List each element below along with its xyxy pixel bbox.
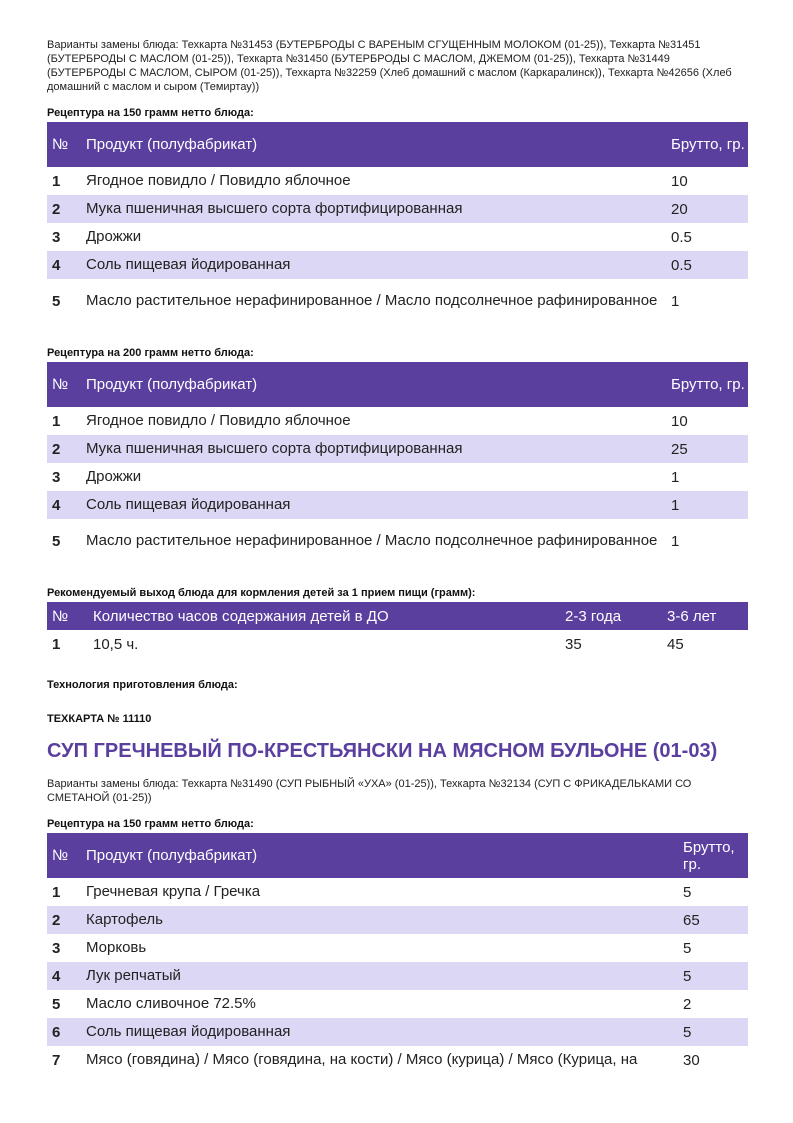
row-number: 7 [52,1051,61,1069]
technology-label: Технология приготовления блюда: [47,679,238,691]
column-header-hours: Количество часов содержания детей в ДО [92,602,564,630]
gross-weight: 5 [682,962,748,990]
gross-weight: 1 [671,532,680,550]
column-header-gross: Брутто, гр. [682,833,748,878]
column-header-age-3-6: 3-6 лет [666,602,748,630]
table-row [47,519,748,563]
row-number: 2 [47,435,85,463]
row-number: 5 [52,292,61,310]
recipe-200-table-1 [47,362,748,563]
recipe-200-label-1: Рецептура на 200 грамм нетто блюда: [47,347,254,359]
age-2-3-value: 35 [565,635,582,653]
product-name: Мука пшеничная высшего сорта фортифицированная [85,195,670,223]
product-name: Ягодное повидло / Повидло яблочное [86,412,351,429]
recommended-output-label: Рекомендуемый выход блюда для кормления детей за 1 прием пищи (грамм): [47,587,476,599]
recipe-150-table-2 [47,833,748,1074]
gross-weight: 0.5 [670,251,748,279]
gross-weight: 5 [683,883,692,901]
column-header-number: № [47,122,85,167]
table-row [47,962,748,990]
row-number: 4 [47,251,85,279]
column-header-number: № [47,362,85,407]
row-number: 3 [52,228,61,246]
product-name: Морковь [86,939,147,956]
table-row [47,167,748,195]
column-header-product: Продукт (полуфабрикат) [85,833,682,878]
table-row [47,990,748,1018]
recipe-150-table-1 [47,122,748,323]
row-number: 4 [47,491,85,519]
age-3-6-value: 45 [667,635,684,653]
table-row [47,407,748,435]
dish-title: СУП ГРЕЧНЕВЫЙ ПО-КРЕСТЬЯНСКИ НА МЯСНОМ БУЛЬОНЕ (01-03) [47,740,718,762]
table-row [47,491,748,519]
product-name: Мясо (говядина) / Мясо (говядина, на кости) / Мясо (курица) / Мясо (Курица, на [86,1051,638,1068]
replacement-variants-1: Варианты замены блюда: Техкарта №31453 (БУТЕРБРОДЫ С ВАРЕНЫМ СГУЩЕННЫМ МОЛОКОМ (01-25)), Техкарта №31451 (БУТЕРБРОДЫ С МАСЛОМ (01-25)), Техкарта №31450 (БУТЕРБРОДЫ С МАСЛОМ, ДЖЕМОМ (01-25)), Техкарта №31449 (БУТЕРБРОДЫ С МАСЛОМ, СЫРОМ (01-25)), Техкарта №32259 (Хлеб домашний с маслом (Каркаралинск)), Техкарта №42656 (Хлеб домашний с маслом и сыром (Темиртау)) [47,39,732,93]
row-number: 1 [52,883,61,901]
row-number: 4 [47,962,85,990]
row-number: 1 [52,635,61,653]
gross-weight: 20 [670,195,748,223]
column-header-age-2-3: 2-3 года [564,602,666,630]
gross-weight: 5 [683,939,692,957]
table-row [47,934,748,962]
product-name: Соль пищевая йодированная [85,1018,682,1046]
product-name: Соль пищевая йодированная [85,491,670,519]
row-number: 3 [52,468,61,486]
table-row [47,195,748,223]
product-name: Масло растительное нерафинированное / Масло подсолнечное рафинированное [86,292,658,309]
column-header-product: Продукт (полуфабрикат) [85,122,670,167]
table-row [47,251,748,279]
gross-weight: 65 [682,906,748,934]
table-row [47,279,748,323]
row-number: 5 [52,995,61,1013]
column-header-number: № [47,833,85,878]
techcard-number: ТЕХКАРТА № 11110 [47,713,152,725]
table-row [47,878,748,906]
gross-weight: 10 [671,412,688,430]
table-row [47,463,748,491]
column-header-product: Продукт (полуфабрикат) [85,362,670,407]
product-name: Дрожжи [86,228,142,245]
product-name: Дрожжи [86,468,142,485]
gross-weight: 0.5 [671,228,692,246]
row-number: 1 [52,412,61,430]
hours-value: 10,5 ч. [93,635,139,653]
row-number: 3 [52,939,61,957]
row-number: 2 [47,906,85,934]
product-name: Масло сливочное 72.5% [86,995,256,1012]
product-name: Масло растительное нерафинированное / Масло подсолнечное рафинированное [86,532,658,549]
recipe-150-label-1: Рецептура на 150 грамм нетто блюда: [47,107,254,119]
gross-weight: 25 [670,435,748,463]
recipe-150-label-2: Рецептура на 150 грамм нетто блюда: [47,818,254,830]
gross-weight: 1 [671,468,680,486]
replacement-variants-2: Варианты замены блюда: Техкарта №31490 (СУП РЫБНЫЙ «УХА» (01-25)), Техкарта №32134 (СУП С ФРИКАДЕЛЬКАМИ СО СМЕТАНОЙ (01-25)) [47,778,692,804]
product-name: Мука пшеничная высшего сорта фортифицированная [85,435,670,463]
table-row [47,630,748,658]
document-page [47,38,748,1074]
row-number: 6 [47,1018,85,1046]
gross-weight: 2 [683,995,692,1013]
product-name: Гречневая крупа / Гречка [86,883,261,900]
gross-weight: 30 [683,1051,700,1069]
row-number: 2 [47,195,85,223]
table-row [47,1046,748,1074]
gross-weight: 5 [682,1018,748,1046]
product-name: Картофель [85,906,682,934]
table-row [47,1018,748,1046]
row-number: 1 [52,172,61,190]
gross-weight: 1 [670,491,748,519]
table-row [47,223,748,251]
recommended-output-table [47,602,748,658]
table-row [47,906,748,934]
product-name: Ягодное повидло / Повидло яблочное [86,172,351,189]
product-name: Лук репчатый [85,962,682,990]
table-row [47,435,748,463]
column-header-gross: Брутто, гр. [670,362,748,407]
gross-weight: 1 [671,292,680,310]
gross-weight: 10 [671,172,688,190]
row-number: 5 [52,532,61,550]
product-name: Соль пищевая йодированная [85,251,670,279]
column-header-number: № [47,602,92,630]
column-header-gross: Брутто, гр. [670,122,748,167]
